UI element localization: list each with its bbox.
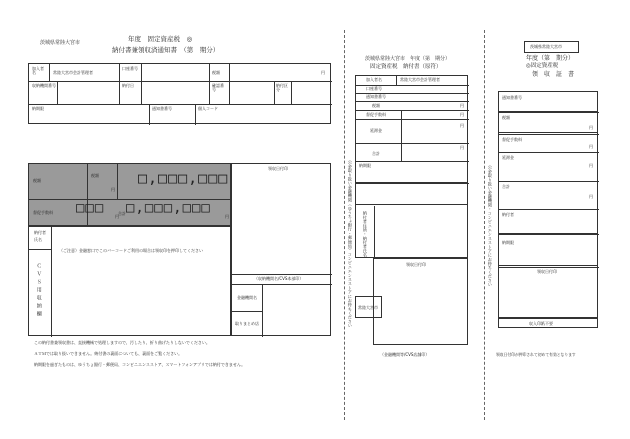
right-row-gokei: 合計 — [502, 184, 510, 189]
coupon-stamp-column — [231, 163, 331, 336]
header-line1: 年度 固定資産税 ◎ — [128, 35, 193, 43]
cvs-title: （収納機関名/CVS本部印） — [254, 276, 304, 281]
mid-nofusha: 納付者住所・納付者氏名 — [362, 211, 368, 258]
mid-yen-3: 円 — [460, 123, 464, 128]
right-yen-3: 円 — [589, 163, 593, 168]
mid-row-koza: 口座番号 — [366, 86, 382, 91]
mid-yen-4: 円 — [460, 145, 464, 150]
amount-box-3: □,□□□,□□□ — [126, 200, 211, 216]
right-shuno-box — [498, 318, 598, 328]
footer-line-2: ＡＴＭでは取り扱いできません。納付書の裏面についても、裏面をご覧ください。 — [34, 351, 183, 356]
yen-unit-1: 円 — [111, 187, 115, 192]
kinyu-label: 金融機関名 — [237, 295, 257, 300]
mid-row-zeigaku: 税額 — [372, 103, 380, 108]
yen-unit: 円 — [321, 70, 325, 75]
right-yen-2: 円 — [589, 144, 593, 149]
mid-shuno-sub: （金融機関等/CVS店舗印） — [380, 352, 430, 357]
cvs-vertical-label: ＣＶＳ用収納欄 — [35, 263, 42, 319]
right-row-tokusoku: 督促手数料 — [502, 137, 522, 142]
gokei-label: 合計 — [118, 211, 126, 216]
mid-shuno-label: 常陸大宮市 — [358, 305, 378, 310]
right-header-3: 領 収 証 書 — [532, 71, 575, 78]
yen-unit-2: 円 — [115, 214, 119, 219]
coupon-label-b: 税額 — [91, 173, 99, 178]
nofu-date-label: 納付日 — [122, 83, 134, 88]
mid-row-gokei: 合計 — [372, 151, 380, 156]
mid-payee: 常陸大宮市会計管理者 — [400, 77, 440, 82]
cut-line-1 — [344, 30, 345, 420]
right-header-2: ◎固定資産税 — [526, 63, 559, 69]
tokusoku-label: 督促手数料 — [33, 210, 53, 215]
right-shuno: 収入印紙不要 — [529, 321, 553, 326]
right-yen-4: 円 — [589, 194, 593, 199]
mid-kigen: 納期限 — [359, 163, 371, 168]
mid-shuno-box — [355, 296, 382, 318]
mid-row-entai: 延滞金 — [370, 128, 382, 133]
mid-yen-1: 円 — [460, 103, 464, 108]
mid-row-tsuchi: 通知書番号 — [366, 94, 386, 99]
mid-stamp-box — [373, 258, 468, 345]
right-row-zeigaku: 税額 — [502, 115, 510, 120]
middle-title: 固定資産税 納付書（原符） — [370, 64, 442, 70]
yen-unit-3: 円 — [225, 214, 229, 219]
right-ryoshu: 領収日付印 — [537, 269, 557, 274]
right-city: 茨城県常陸大宮市 — [530, 44, 562, 49]
form-top-table — [28, 63, 331, 124]
right-yen-1: 円 — [589, 125, 593, 130]
payee-name: 常陸大宮市会計管理者 — [53, 70, 93, 75]
mid-row-tokusoku: 督促手数料 — [366, 112, 386, 117]
footer-line-3: 納期限を過ぎたものは、ゆうちょ銀行・郵便局、コンビニエンスストア、スマートフォンアプリでは納付できません。 — [34, 362, 246, 367]
right-row-tsuchi: 通知書番号 — [502, 95, 522, 100]
right-vertical-note: 公金取り扱い金融機関・コンビニエンスストアにお持ちください — [487, 165, 493, 287]
nofusha-label: 納付者 — [34, 230, 46, 235]
right-zeigaku-box — [498, 111, 598, 133]
mid-row-kanyu: 加入者名 — [366, 77, 382, 82]
mid-yen-2: 円 — [460, 112, 464, 117]
middle-vertical-note: 公金取り扱い金融機関（ゆうちょ銀行・郵便局）コンビニエンスストアにお持ちください — [347, 160, 353, 328]
shuno-label: 収納機関番号 — [32, 83, 56, 88]
tsuchi-label: 通知書番号 — [152, 106, 172, 111]
mid-ryoshu: 領収日付印 — [406, 262, 426, 267]
right-city-box — [524, 41, 579, 53]
footer-line-1: この納付書兼領収書は、直接機械で処理しますので、汚したり、折り曲げたりしないでください。 — [34, 340, 210, 345]
mid-kigen-box — [355, 182, 468, 205]
notice-text: （ご注意）金融窓口でこのバーコードご利用の場合は領収印を押印してください — [59, 248, 203, 253]
right-row-entai: 延滞金 — [502, 155, 514, 160]
zeigaku-label: 税額 — [212, 70, 220, 75]
right-header-1: 年度（第 期分） — [526, 55, 575, 62]
kigen-label: 納期限 — [32, 106, 44, 111]
kakunin-label: 確認番号 — [212, 83, 224, 92]
toriatsukai-label: 取りまとめ店 — [235, 321, 259, 326]
coupon-label-a: 税額 — [33, 178, 41, 183]
amount-box-1: □,□□□,□□□ — [138, 169, 229, 187]
header-line2: 納付書兼領収済通知書 （第 期分） — [112, 46, 220, 54]
right-row-kigen: 納期限 — [502, 240, 514, 245]
right-foot: 領収日付印が押印されて初めて有効となります — [496, 352, 576, 357]
kojin-label: 個人コード — [198, 106, 218, 111]
kanyu-label: 加入者名 — [32, 66, 44, 75]
shimei-label: 氏名 — [34, 237, 42, 242]
right-kigen-box — [498, 233, 598, 266]
nofu-kubun-label: 納付区分 — [276, 83, 288, 92]
koza-label: 口座番号 — [122, 66, 138, 71]
cut-line-2 — [484, 30, 485, 420]
middle-city: 茨城県常陸大宮市 年度（第 期分） — [365, 56, 451, 62]
right-row-nofusha: 納付者 — [502, 212, 514, 217]
coupon-lower — [28, 226, 231, 336]
ryoshu-label: 領収日付印 — [268, 166, 288, 171]
amount-box-2: □□□ — [76, 200, 105, 216]
middle-table — [355, 75, 468, 258]
city-name: 茨城県常陸大宮市 — [40, 40, 81, 46]
